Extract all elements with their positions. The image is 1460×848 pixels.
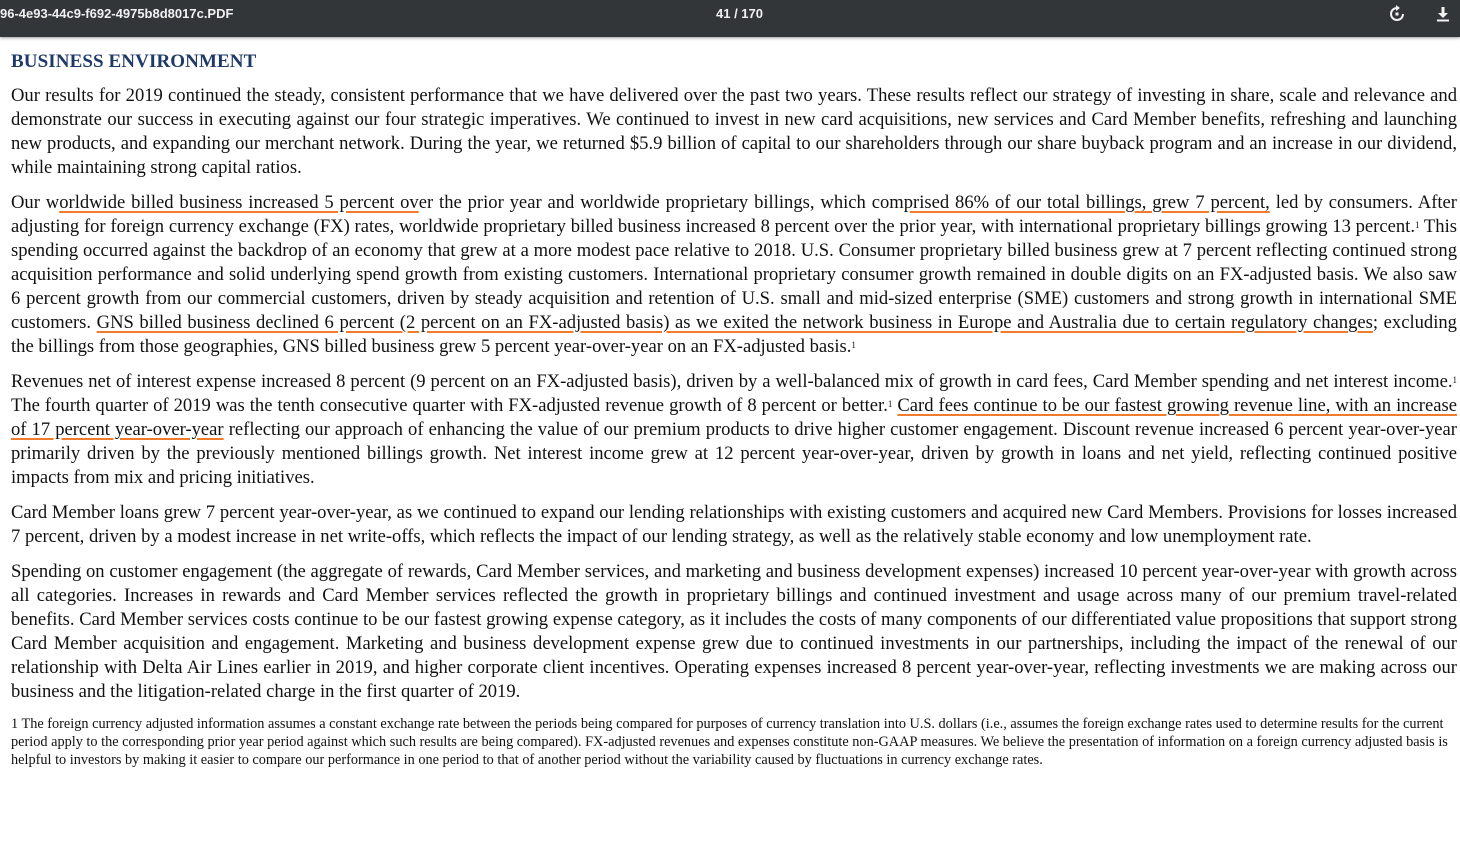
- paragraph-revenues: [11, 370, 1457, 490]
- rotate-icon: [1387, 4, 1407, 24]
- footnote-marker: 1: [887, 399, 893, 409]
- pdf-viewer-toolbar: [0, 0, 1460, 37]
- paragraph-results: Our results for 2019 continued the steady, consistent performance that we have delivered over the past two years. These results reflect our strategy of investing in share, scale and relevance and demonstrate our success in executing against our four strategic imperatives. We continued to invest in new card acquisitions, new services and Card Member benefits, refreshing and launching new products, and expanding our merchant network. During the year, we returned $5.9 billion of capital to our shareholders through our share buyback program and an increase in our dividend, while maintaining strong capital ratios.: [11, 85, 1457, 178]
- footnote: 1 The foreign currency adjusted information assumes a constant exchange rate between the periods being compared for purposes of currency translation into U.S. dollars (i.e., assumes the foreign exchange rates used to determine results for the current period apply to the corresponding prior year period against which such results are being compared). FX-adjusted revenues and expenses constitute non-GAAP measures. We believe the presentation of information on a foreign currency adjusted basis is helpful to investors by making it easier to compare our performance in one period to that of another period without the variability caused by fluctuations in currency exchange rates.: [11, 716, 1448, 768]
- footnote-marker: 1: [1452, 375, 1457, 385]
- pdf-page: [0, 37, 1460, 848]
- text-run: The fourth quarter of 2019 was the tenth consecutive quarter with FX-adjusted revenue growth of 8 percent or better.: [11, 395, 888, 416]
- text-run: Revenues net of interest expense increased 8 percent (9 percent on an FX-adjusted basis), driven by a well-balanced mix of growth in card fees, Card Member spending and net interest income.: [11, 371, 1453, 392]
- paragraph-loans: Card Member loans grew 7 percent year-over-year, as we continued to expand our lending relationships with existing customers and acquired new Card Members. Provisions for losses increased 7 percent, driven by a modest increase in net write-offs, which reflects the impact of our lending strategy, as well as the relatively stable economy and low unemployment rate.: [11, 502, 1457, 547]
- highlighted-text: GNS billed business declined 6 percent (2 percent on an FX-adjusted basis) as we exited the network business in Europe and Australia due to certain regulatory changes: [96, 312, 1373, 333]
- text-run: er the prior year and worldwide proprietary billings, which com: [418, 192, 904, 213]
- paragraph-customer-engagement: Spending on customer engagement (the aggregate of rewards, Card Member services, and marketing and business development expenses) increased 10 percent year-over-year with growth across all categories. Increases in rewards and Card Member services reflected the growth in proprietary billings and continued investment and usage across many of our premium travel-related benefits. Card Member services costs continue to be our fastest growing expense category, as it includes the costs of many components of our differentiated value propositions that support strong Card Member acquisition and engagement. Marketing and business development expense grew due to continued investments in our partnerships, including the impact of the renewal of our relationship with Delta Air Lines earlier in 2019, and higher corporate client incentives. Operating expenses increased 8 percent year-over-year, reflecting investments we are making across our business and the litigation-related charge in the first quarter of 2019.: [11, 561, 1457, 702]
- text-run: This spending occurred against the backdrop of an economy that grew at a more modest pace relative to 2018. U.S. Consumer proprietary billed business grew at 7 percent reflecting continued strong acquisition performance and solid underlying spend growth from existing customers. International proprietary consumer growth remained in double digits on an FX-adjusted basis. We also saw 6 percent growth from our commercial customers, driven by steady acquisition and retention of U.S. small and mid-sized enterprise (SME) customers and strong growth in international SME customers.: [11, 216, 1457, 333]
- footnote-marker: 1: [851, 340, 856, 350]
- text-run: Our w: [11, 192, 60, 213]
- document-title: 96-4e93-44c9-f692-4975b8d8017c.PDF: [0, 6, 234, 21]
- download-button[interactable]: [1433, 4, 1453, 24]
- highlighted-text: orldwide billed business increased 5 percent ov: [59, 192, 419, 213]
- page-content: [11, 50, 1457, 769]
- section-heading: BUSINESS ENVIRONMENT: [11, 51, 257, 72]
- download-icon: [1433, 4, 1453, 24]
- footnote-marker: 1: [1415, 220, 1420, 230]
- text-run: ; excluding the billings from those geographies, GNS billed business grew 5 percent year-over-year on an FX-adjusted basis.: [11, 312, 1457, 357]
- rotate-button[interactable]: [1387, 4, 1407, 24]
- text-run: reflecting our approach of enhancing the value of our premium products to drive higher customer engagement. Discount revenue increased 6 percent year-over-year primarily driven by the previously mentioned billings growth. Net interest income grew at 12 percent year-over-year, driven by growth in loans and net yield, reflecting continued positive impacts from mix and pricing initiatives.: [11, 419, 1457, 488]
- paragraph-billings: [11, 191, 1457, 359]
- highlighted-text: Card fees continue to be our fastest growing revenue line, with an increase of 17 percent year-over-year: [11, 395, 1457, 440]
- text-run: led by consumers. After adjusting for foreign currency exchange (FX) rates, worldwide proprietary billed business increased 8 percent over the prior year, with international proprietary billings growing 13 percent.: [11, 192, 1458, 237]
- highlighted-text: prised 86% of our total billings, grew 7 percent,: [903, 192, 1270, 213]
- page-indicator[interactable]: 41 / 170: [716, 6, 763, 21]
